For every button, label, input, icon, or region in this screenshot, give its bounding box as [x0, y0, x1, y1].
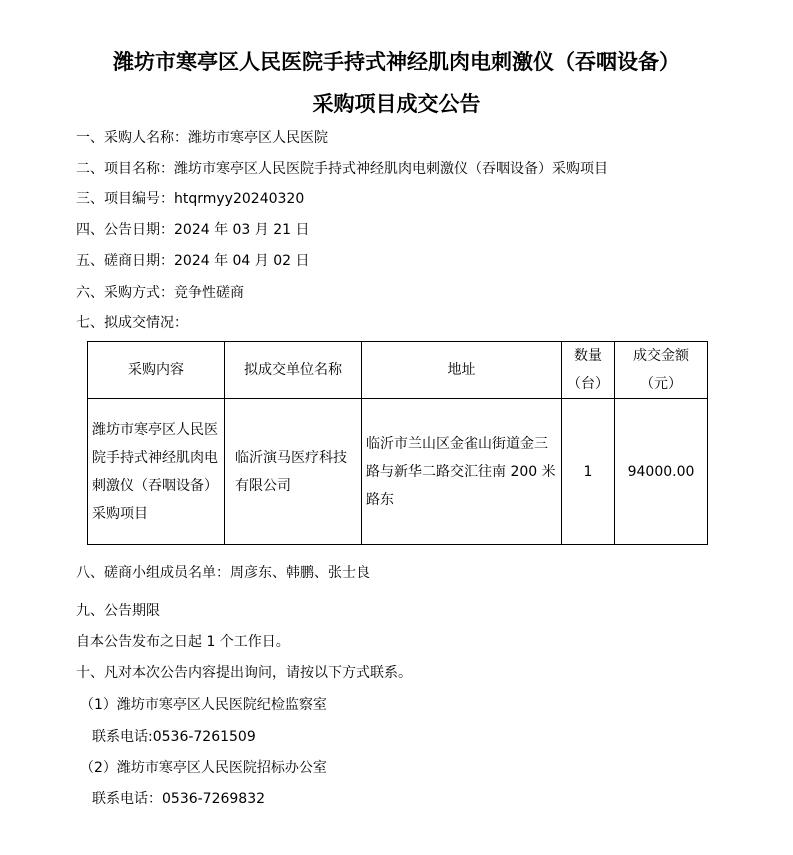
contact-org-2: （2）潍坊市寒亭区人民医院招标办公室 [80, 760, 327, 776]
contact-phone-2: 联系电话：0536-7269832 [92, 791, 266, 807]
announce-date-line: 四、公告日期：2024 年 03 月 21 日 [76, 222, 310, 238]
table-header-row [88, 342, 708, 399]
contact-heading: 十、凡对本次公告内容提出询问，请按以下方式联系。 [76, 665, 412, 681]
period-heading: 九、公告期限 [76, 603, 160, 619]
contact-org-1: （1）潍坊市寒亭区人民医院纪检监察室 [80, 697, 327, 713]
cell-content: 潍坊市寒亭区人民医院手持式神经肌肉电刺激仪（吞咽设备）采购项目 [88, 399, 225, 545]
header-amount: 成交金额（元） [615, 342, 708, 399]
method-line: 六、采购方式：竞争性磋商 [76, 285, 244, 301]
members-line: 八、磋商小组成员名单：周彦东、韩鹏、张士良 [76, 565, 370, 581]
header-qty: 数量（台） [562, 342, 615, 399]
header-content: 采购内容 [88, 342, 225, 399]
project-name-line: 二、项目名称：潍坊市寒亭区人民医院手持式神经肌肉电刺激仪（吞咽设备）采购项目 [76, 161, 608, 177]
cell-address: 临沂市兰山区金雀山街道金三路与新华二路交汇往南 200 米路东 [362, 399, 562, 545]
purchaser-line: 一、采购人名称：潍坊市寒亭区人民医院 [76, 130, 328, 146]
header-supplier: 拟成交单位名称 [225, 342, 362, 399]
title-line-2: 采购项目成交公告 [312, 91, 481, 116]
cell-supplier: 临沂演马医疗科技有限公司 [225, 399, 362, 545]
cell-amount: 94000.00 [615, 399, 708, 545]
cell-qty: 1 [562, 399, 615, 545]
contact-phone-1: 联系电话:0536-7261509 [92, 729, 256, 745]
table-row [88, 399, 708, 545]
award-heading: 七、拟成交情况： [76, 315, 188, 331]
header-address: 地址 [362, 342, 562, 399]
project-no-line: 三、项目编号：htqrmyy20240320 [76, 191, 305, 207]
negotiate-date-line: 五、磋商日期：2024 年 04 月 02 日 [76, 253, 310, 269]
award-table [87, 341, 708, 545]
period-text: 自本公告发布之日起 1 个工作日。 [76, 634, 290, 650]
title-line-1: 潍坊市寒亭区人民医院手持式神经肌肉电刺激仪（吞咽设备） [113, 49, 680, 74]
